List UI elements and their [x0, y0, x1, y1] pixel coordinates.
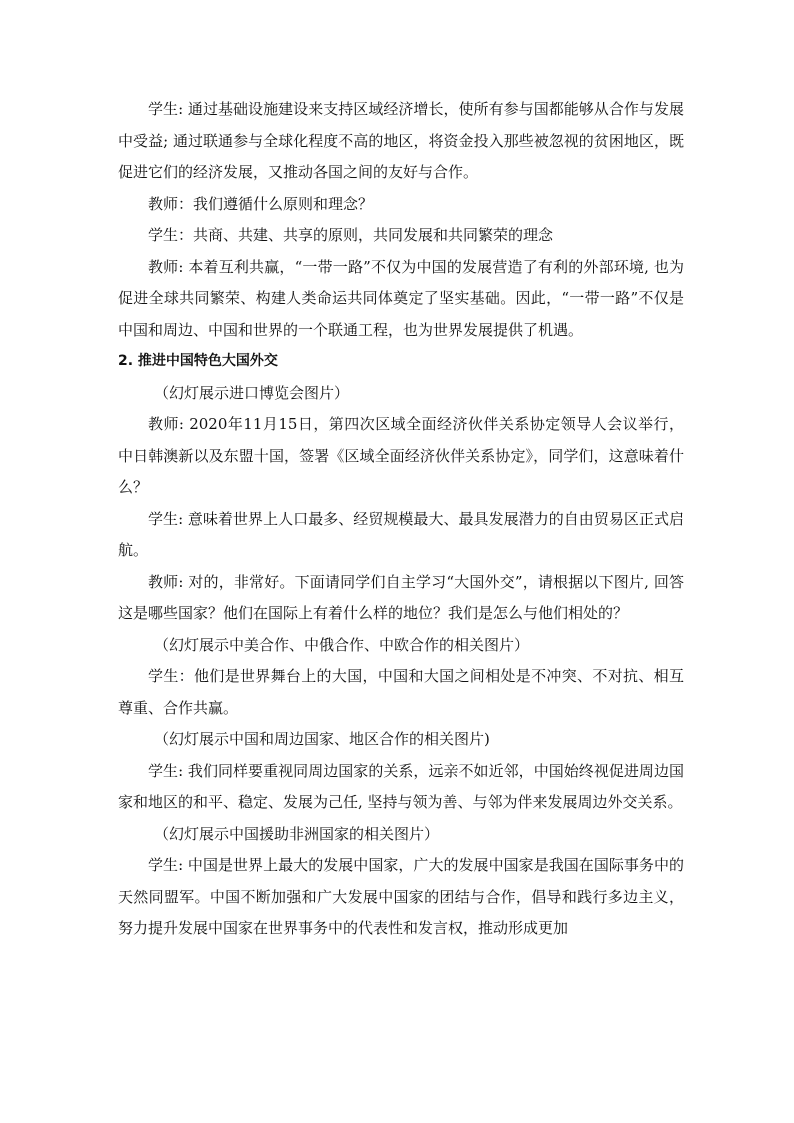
paragraph-student-neighbors: 学生: 我们同样要重视同周边国家的关系，远亲不如近邻，中国始终视促进周边国家和地区的和平、稳定、发展为己任, 坚持与领为善、与邻为伴来发展周边外交关系。: [118, 761, 684, 811]
paragraph-teacher-question-principles: 教师：我们遵循什么原则和理念？: [148, 194, 374, 213]
paragraph-teacher-major-power: 教师: 对的，非常好。下面请同学们自主学习“大国外交”，请根据以下图片, 回答这是哪些国家？他们在国际上有着什么样的地位？我们是怎么与他们相处的？: [118, 572, 684, 622]
paragraph-teacher-rcep: 教师: 2020年11月15日，第四次区域全面经济伙伴关系协定领导人会议举行，中日韩澳新以及东盟十国，签署《区域全面经济伙伴关系协定》，同学们，这意味着什么？: [118, 415, 684, 496]
document-page: [118, 94, 684, 945]
paragraph-student-principles: 学生：共商、共建、共享的原则，共同发展和共同繁荣的理念: [148, 226, 554, 244]
section-heading: 2. 推进中国特色大国外交: [118, 353, 278, 369]
paragraph-student-major-powers: 学生：他们是世界舞台上的大国，中国和大国之间相处是不冲突、不对抗、相互尊重、合作共赢。: [118, 667, 684, 717]
paragraph-teacher-belt-road: 教师: 本着互利共赢，“一带一路”不仅为中国的发展营造了有利的外部环境, 也为促进全球共同繁荣、构建人类命运共同体奠定了坚实基础。因此，“一带一路”不仅是中国和周边、中国和世界的一个联通工程，也为世界发展提供了机遇。: [118, 257, 684, 339]
slide-note-africa: （幻灯展示中国援助非洲国家的相关图片）: [154, 824, 440, 843]
paragraph-student-infrastructure: 学生: 通过基础设施建设来支持区域经济增长，使所有参与国都能够从合作与发展中受益; 通过联通参与全球化程度不高的地区，将资金投入那些被忽视的贫困地区，既促进它们的经济发展，又推动各国之间的友好与合作。: [118, 100, 684, 181]
slide-note-expo: （幻灯展示进口博览会图片）: [154, 383, 350, 402]
slide-note-neighbors: （幻灯展示中国和周边国家、地区合作的相关图片): [154, 730, 490, 748]
paragraph-student-developing: 学生: 中国是世界上最大的发展中国家，广大的发展中国家是我国在国际事务中的天然同盟军。中国不断加强和广大发展中国家的团结与合作，倡导和践行多边主义，努力提升发展中国家在世界事务中的代表性和发言权，推动形成更加: [118, 856, 684, 937]
slide-note-major-powers: （幻灯展示中美合作、中俄合作、中欧合作的相关图片）: [154, 635, 530, 654]
paragraph-student-rcep: 学生: 意味着世界上人口最多、经贸规模最大、最具发展潜力的自由贸易区正式启航。: [118, 509, 684, 559]
